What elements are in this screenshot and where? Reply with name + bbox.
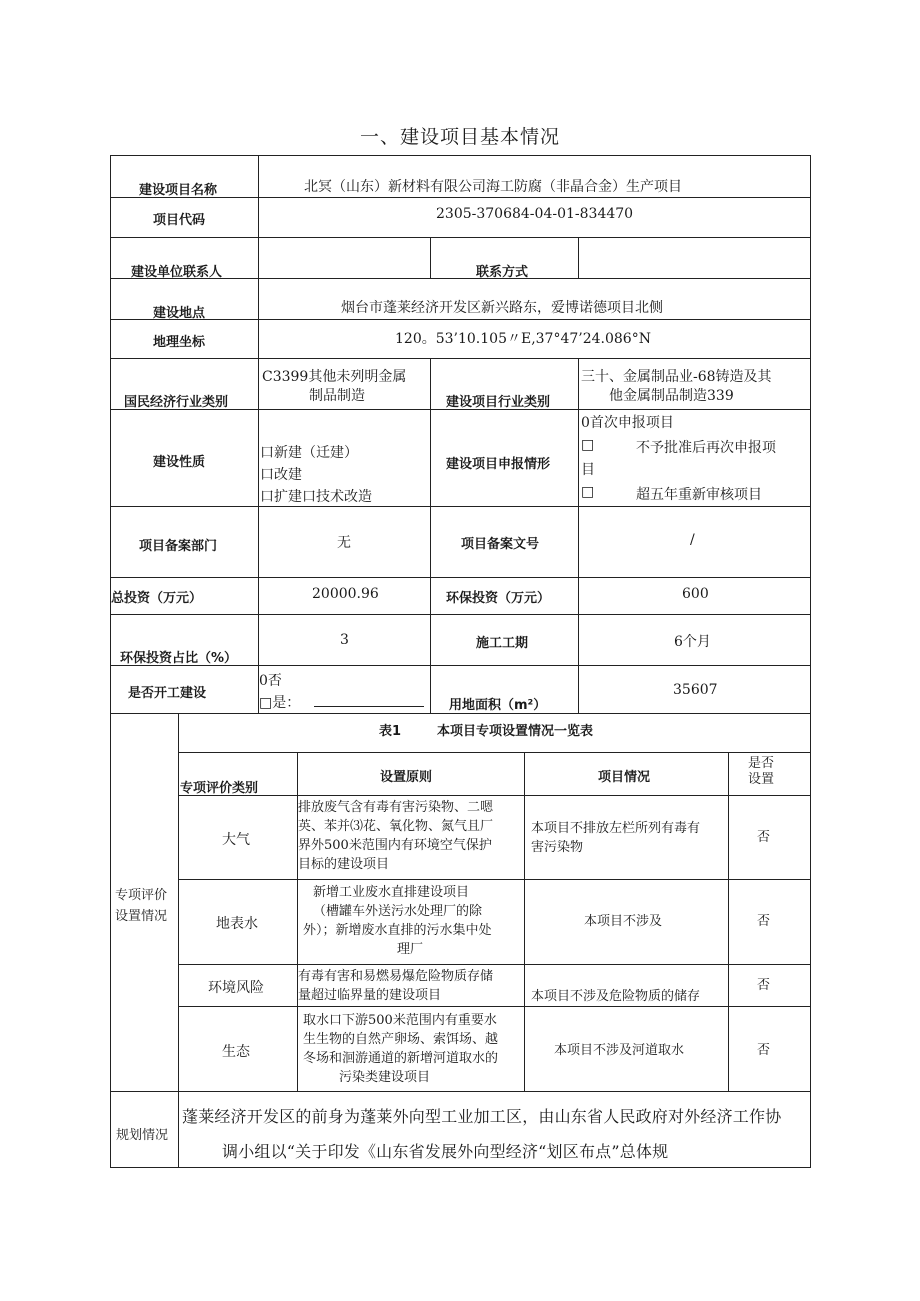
header-principle: 设置原则 xyxy=(380,770,433,785)
industry-category-line2: 制品制造 xyxy=(309,388,365,404)
declaration-review-text: 超五年重新审核项目 xyxy=(636,487,762,503)
item-situation-line: 本项目不涉及危险物质的储存 xyxy=(531,989,701,1004)
item-flag: 否 xyxy=(757,1043,771,1058)
item-cat-ecology: 生态 xyxy=(222,1044,250,1060)
contact-method-label: 联系方式 xyxy=(476,265,529,280)
nature-option-rebuild[interactable]: 口改建 xyxy=(260,467,302,483)
construction-period-value: 6个月 xyxy=(674,634,711,650)
item-cat-air: 大气 xyxy=(222,832,250,848)
started-option-yes[interactable]: □是： xyxy=(259,695,301,711)
record-dept-label: 项目备案部门 xyxy=(139,539,218,554)
industry-category-label: 国民经济行业类别 xyxy=(124,395,229,410)
record-number-value: / xyxy=(690,532,695,548)
total-investment-label: 总投资（万元） xyxy=(111,591,203,606)
page-title: 一、建设项目基本情况 xyxy=(359,126,560,148)
item-flag: 否 xyxy=(757,914,771,929)
item-principle-line: 理厂 xyxy=(397,942,424,957)
nature-option-expand[interactable]: 口扩建口技术改造 xyxy=(260,489,372,505)
item-principle-line: 排放废气含有毒有害污染物、二嗯 xyxy=(298,800,494,815)
env-investment-value: 600 xyxy=(682,586,709,602)
project-industry-line2: 他金属制品制造339 xyxy=(609,388,734,404)
coordinates-label: 地理坐标 xyxy=(153,335,206,350)
location-value: 烟台市蓬莱经济开发区新兴路东，爱博诺德项目北侧 xyxy=(341,300,663,316)
header-flag-line1: 是否 xyxy=(748,756,775,771)
project-industry-label: 建设项目行业类别 xyxy=(446,395,551,410)
project-name-label: 建设项目名称 xyxy=(139,183,218,198)
item-principle-line: 英、苯并⑶花、氧化物、氮气且厂 xyxy=(298,819,494,834)
declaration-first[interactable]: 0首次申报项目 xyxy=(581,415,674,431)
total-investment-value: 20000.96 xyxy=(312,586,379,602)
table-caption-number: 表1 xyxy=(379,724,402,739)
item-principle-line: 外）；新增废水直排的污水集中处 xyxy=(303,923,492,938)
planning-line1: 蓬莱经济开发区的前身为蓬莱外向型工业加工区，由山东省人民政府对外经济工作协 xyxy=(182,1107,782,1126)
record-number-label: 项目备案文号 xyxy=(461,537,540,552)
location-label: 建设地点 xyxy=(153,306,206,321)
project-industry-line1: 三十、金属制品业-68铸造及其 xyxy=(581,369,772,385)
item-principle-line: 目标的建设项目 xyxy=(298,857,390,872)
item-flag: 否 xyxy=(757,830,771,845)
started-blank-line xyxy=(314,706,424,707)
declaration-review-box[interactable]: □ xyxy=(581,484,595,500)
env-ratio-label: 环保投资占比（%） xyxy=(120,651,238,666)
item-principle-line: 有毒有害和易燃易爆危险物质存储 xyxy=(298,969,494,984)
land-area-label: 用地面积（m²） xyxy=(449,698,547,713)
industry-category-line1: C3399其他未列明金属 xyxy=(262,369,407,385)
item-principle-line: 界外500米范围内有环境空气保护 xyxy=(298,838,492,853)
land-area-value: 35607 xyxy=(673,682,718,698)
special-side-label-1: 专项评价 xyxy=(115,888,168,903)
item-principle-line: 取水口下游500米范围内有重要水 xyxy=(303,1013,497,1028)
project-name-value: 北冥（山东）新材料有限公司海工防腐（非晶合金）生产项目 xyxy=(304,179,682,195)
planning-line2: 调小组以“关于印发《山东省发展外向型经济“划区布点”总体规 xyxy=(222,1142,669,1161)
started-option-no[interactable]: 0否 xyxy=(259,673,282,689)
declaration-resubmit-box[interactable]: □ xyxy=(581,437,595,453)
item-flag: 否 xyxy=(757,978,771,993)
header-category: 专项评价类别 xyxy=(180,781,259,796)
coordinates-value: 120。53’10.105〃E,37°47’24.086°N xyxy=(395,331,651,347)
item-principle-line: 生生物的自然产卵场、索饵场、越 xyxy=(303,1032,499,1047)
declaration-resubmit-text-cont: 目 xyxy=(581,462,595,478)
header-flag-line2: 设置 xyxy=(748,772,775,787)
special-side-label-2: 设置情况 xyxy=(115,909,168,924)
item-cat-env-risk: 环境风险 xyxy=(208,980,264,996)
project-code-value: 2305-370684-04-01-834470 xyxy=(436,206,634,222)
construction-nature-label: 建设性质 xyxy=(153,455,206,470)
construction-period-label: 施工工期 xyxy=(476,636,529,651)
nature-option-new[interactable]: 口新建（迁建） xyxy=(260,445,358,461)
item-principle-line: 冬场和洄游通道的新增河道取水的 xyxy=(303,1051,499,1066)
table-caption-text: 本项目专项设置情况一览表 xyxy=(437,724,594,739)
record-dept-value: 无 xyxy=(337,535,351,551)
item-principle-line: 新增工业废水直排建设项目 xyxy=(313,885,470,900)
header-situation: 项目情况 xyxy=(598,770,651,785)
planning-label: 规划情况 xyxy=(116,1128,169,1143)
item-cat-surface-water: 地表水 xyxy=(216,916,258,932)
item-situation-line: 本项目不涉及 xyxy=(584,914,663,929)
project-code-label: 项目代码 xyxy=(153,213,206,228)
item-situation-line: 本项目不涉及河道取水 xyxy=(554,1043,685,1058)
env-ratio-value: 3 xyxy=(340,632,349,648)
item-situation-line: 本项目不排放左栏所列有毒有 xyxy=(531,821,701,836)
item-principle-line: 量超过临界量的建设项目 xyxy=(298,988,442,1003)
declaration-resubmit-text: 不予批准后再次申报项 xyxy=(636,440,776,456)
item-principle-line: （槽罐车外送污水处理厂的除 xyxy=(313,904,483,919)
declaration-label: 建设项目申报情形 xyxy=(446,457,551,472)
item-principle-line: 污染类建设项目 xyxy=(339,1070,431,1085)
started-label: 是否开工建设 xyxy=(128,686,207,701)
item-situation-line: 害污染物 xyxy=(531,840,584,855)
contact-person-label: 建设单位联系人 xyxy=(131,265,223,280)
env-investment-label: 环保投资（万元） xyxy=(446,591,551,606)
